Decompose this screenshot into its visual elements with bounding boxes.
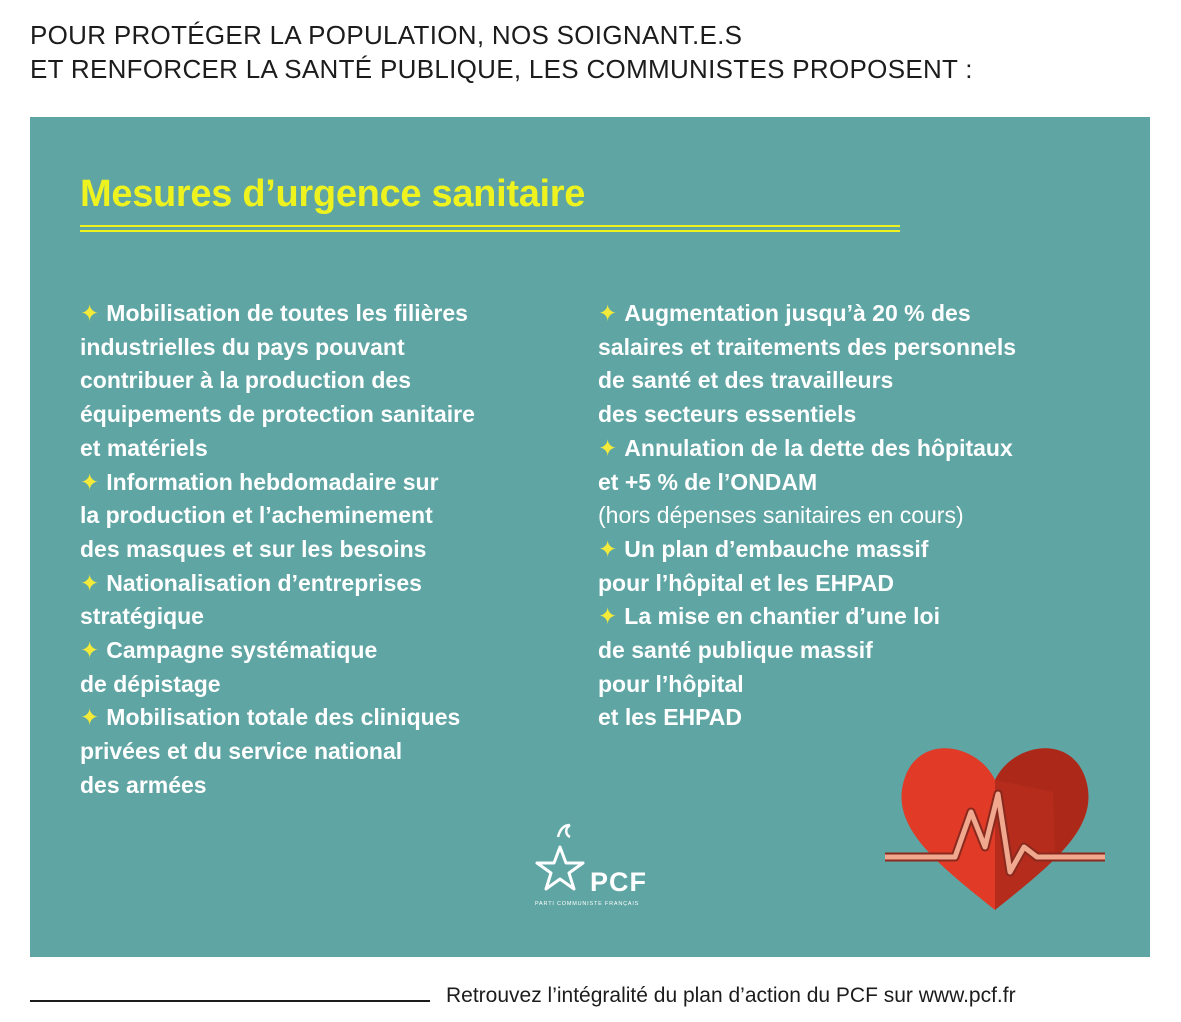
list-item-continuation: des armées bbox=[80, 771, 207, 798]
list-item-continuation: industrielles du pays pouvant bbox=[80, 333, 405, 360]
star-bullet-icon: ✦ bbox=[598, 300, 618, 326]
star-bullet-icon: ✦ bbox=[598, 434, 618, 461]
heart-pulse-icon bbox=[885, 732, 1105, 917]
list-item-continuation: contribuer à la production des bbox=[80, 367, 411, 394]
star-bullet-icon: ✦ bbox=[80, 569, 100, 596]
list-item: ✦ Information hebdomadaire sur bbox=[80, 468, 439, 495]
list-item: ✦ La mise en chantier d’une loi bbox=[598, 603, 940, 630]
list-item-continuation: privées et du service national bbox=[80, 738, 403, 765]
list-item-continuation: de santé et des travailleurs bbox=[598, 367, 894, 394]
list-item-continuation: et +5 % de l’ONDAM bbox=[598, 468, 818, 495]
list-item-continuation: salaires et traitements des personnels bbox=[598, 333, 1017, 360]
list-item: ✦ Campagne systématique bbox=[80, 637, 378, 664]
title-underline bbox=[80, 225, 900, 233]
logo-subtitle: PARTI COMMUNISTE FRANÇAIS bbox=[535, 901, 640, 907]
pcf-logo bbox=[530, 817, 660, 917]
list-item: ✦ Mobilisation totale des cliniques bbox=[80, 704, 461, 731]
star-bullet-icon: ✦ bbox=[80, 704, 100, 731]
heading-line-1: POUR PROTÉGER LA POPULATION, NOS SOIGNANT.E.S bbox=[30, 20, 743, 50]
list-item-continuation: des masques et sur les besoins bbox=[80, 535, 427, 562]
right-column bbox=[598, 297, 1108, 735]
footer-divider bbox=[30, 1000, 430, 1002]
list-item-continuation: la production et l’acheminement bbox=[80, 502, 433, 529]
list-item-note: (hors dépenses sanitaires en cours) bbox=[598, 502, 964, 529]
list-item-continuation: pour l’hôpital et les EHPAD bbox=[598, 569, 895, 596]
list-item: ✦ Nationalisation d’entreprises bbox=[80, 569, 422, 596]
page-heading bbox=[30, 18, 973, 86]
list-item: ✦ Annulation de la dette des hôpitaux bbox=[598, 434, 1013, 461]
logo-wordmark: PCF bbox=[590, 867, 647, 897]
footer-text: Retrouvez l’intégralité du plan d’action du PCF sur www.pcf.fr bbox=[446, 984, 1016, 1007]
list-item-continuation: et matériels bbox=[80, 434, 208, 461]
left-column bbox=[80, 297, 560, 803]
measures-panel bbox=[30, 117, 1150, 957]
heading-line-2: ET RENFORCER LA SANTÉ PUBLIQUE, LES COMMUNISTES PROPOSENT : bbox=[30, 54, 973, 84]
list-item-continuation: stratégique bbox=[80, 603, 204, 630]
star-bullet-icon: ✦ bbox=[80, 300, 100, 326]
list-item: ✦ Mobilisation de toutes les filières bbox=[80, 300, 468, 326]
list-item-continuation: pour l’hôpital bbox=[598, 670, 744, 697]
list-item: ✦ Un plan d’embauche massif bbox=[598, 535, 929, 562]
list-item-continuation: de dépistage bbox=[80, 670, 221, 697]
star-bullet-icon: ✦ bbox=[80, 637, 100, 664]
star-bullet-icon: ✦ bbox=[598, 603, 618, 630]
list-item: ✦ Augmentation jusqu’à 20 % des bbox=[598, 300, 971, 326]
panel-title: Mesures d’urgence sanitaire bbox=[80, 173, 586, 215]
list-item-continuation: équipements de protection sanitaire bbox=[80, 401, 475, 428]
list-item-continuation: de santé publique massif bbox=[598, 637, 873, 664]
list-item-continuation: des secteurs essentiels bbox=[598, 401, 857, 428]
star-bullet-icon: ✦ bbox=[80, 468, 100, 495]
star-bullet-icon: ✦ bbox=[598, 535, 618, 562]
list-item-continuation: et les EHPAD bbox=[598, 704, 743, 731]
